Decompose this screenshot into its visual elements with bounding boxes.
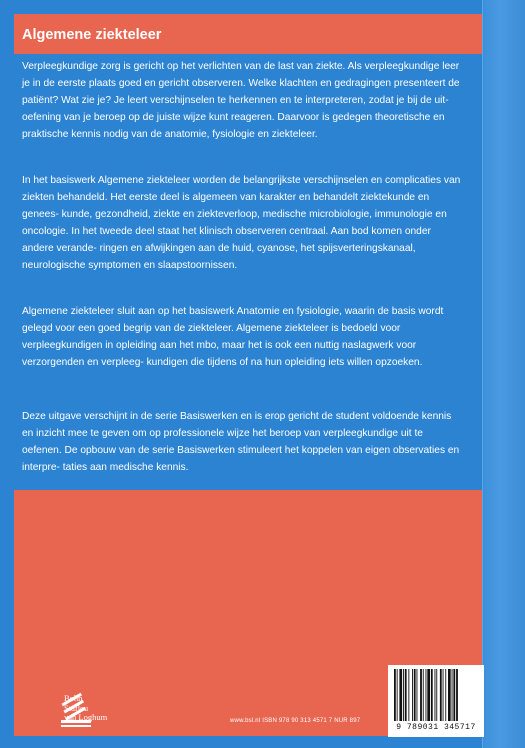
publisher-name bbox=[64, 694, 107, 723]
barcode bbox=[388, 665, 484, 737]
description-paragraph-2: In het basiswerk Algemene ziekteleer worden de belangrijkste verschijnselen en complicaties van ziekten behandeld. Het eerste deel is algemeen van karakter en behandelt ziektekunde en genees- kunde, gezondheid, ziekte en ziekteverloop, medische microbiologie, immunologie en oncologie. In het tweede deel staat het klinisch observeren centraal. Aan bod komen onder andere verande- ringen en afwijkingen aan de huid, cyanose, het spijsverteringskanaal, neurologische symptomen en slaapstoornissen. bbox=[22, 175, 461, 271]
barcode-bar bbox=[408, 669, 409, 721]
description-paragraph-3: Algemene ziekteleer sluit aan op het basiswerk Anatomie en fysiologie, waarin de basis wordt gelegd voor een goed begrip van de ziekteleer. Algemene ziekteleer is bedoeld voor verpleegkundigen in opleiding aan het mbo, maar het is ook een nuttig naslagwerk voor verzorgenden en verpleeg- kundigen die tijdens of na hun opleiding iets willen opzoeken. bbox=[22, 306, 444, 368]
barcode-bar bbox=[448, 669, 451, 721]
barcode-bar bbox=[417, 669, 418, 721]
barcode-bar bbox=[435, 669, 436, 721]
book-spine bbox=[482, 0, 525, 748]
publisher-line-3: van Loghum bbox=[64, 712, 108, 722]
description-paragraph-1: Verpleegkundige zorg is gericht op het verlichten van de last van ziekte. Als verpleegkundige leer je in de eerste plaats goed en gericht observeren. Welke klachten en gedragingen presenteert de patiënt? Wat zie je? Je leert verschijnselen te herkennen en te interpreteren, zodat je bij de uit- oefening van je beroep op de juiste wijze kunt reageren. Daarvoor is gedegen theoretische en praktische kennis nodig van de anatomie, fysiologie en ziekteleer. bbox=[22, 61, 460, 140]
barcode-bar bbox=[394, 669, 396, 721]
barcode-bar bbox=[426, 669, 427, 721]
barcode-bar bbox=[431, 669, 433, 721]
book-title: Algemene ziekteleer bbox=[22, 27, 162, 43]
barcode-bar bbox=[436, 669, 437, 721]
description-paragraph-4: Deze uitgave verschijnt in de serie Basiswerken en is erop gericht de student voldoende kennis en inzicht mee te geven om op professionele wijze het beroep van verpleegkundige uit te oefenen. De opbouw van de serie Basiswerken stimuleert het koppelen van eigen observaties en interpre- taties aan medische kennis. bbox=[22, 411, 460, 473]
barcode-bars bbox=[392, 669, 480, 723]
barcode-number: 9 789031 345717 bbox=[396, 723, 476, 732]
barcode-bar bbox=[405, 669, 407, 721]
isbn-info: www.bsl.nl ISBN 978 90 313 4571 7 NUR 897 bbox=[230, 718, 361, 724]
barcode-bar bbox=[427, 669, 430, 721]
barcode-bar bbox=[403, 669, 404, 721]
barcode-bar bbox=[453, 669, 455, 721]
barcode-bar bbox=[399, 669, 402, 721]
barcode-bar bbox=[443, 669, 444, 721]
barcode-bar bbox=[412, 669, 413, 721]
barcode-bar bbox=[445, 669, 446, 721]
publisher-line-1: Bohn bbox=[64, 693, 83, 703]
barcode-bar bbox=[420, 669, 422, 721]
barcode-bar bbox=[440, 669, 442, 721]
publisher-line-2: Stafleu bbox=[64, 702, 89, 713]
barcode-bar bbox=[397, 669, 398, 721]
barcode-bar bbox=[456, 669, 458, 721]
barcode-bar bbox=[423, 669, 424, 721]
barcode-bar bbox=[414, 669, 416, 721]
barcode-bar bbox=[452, 669, 453, 721]
